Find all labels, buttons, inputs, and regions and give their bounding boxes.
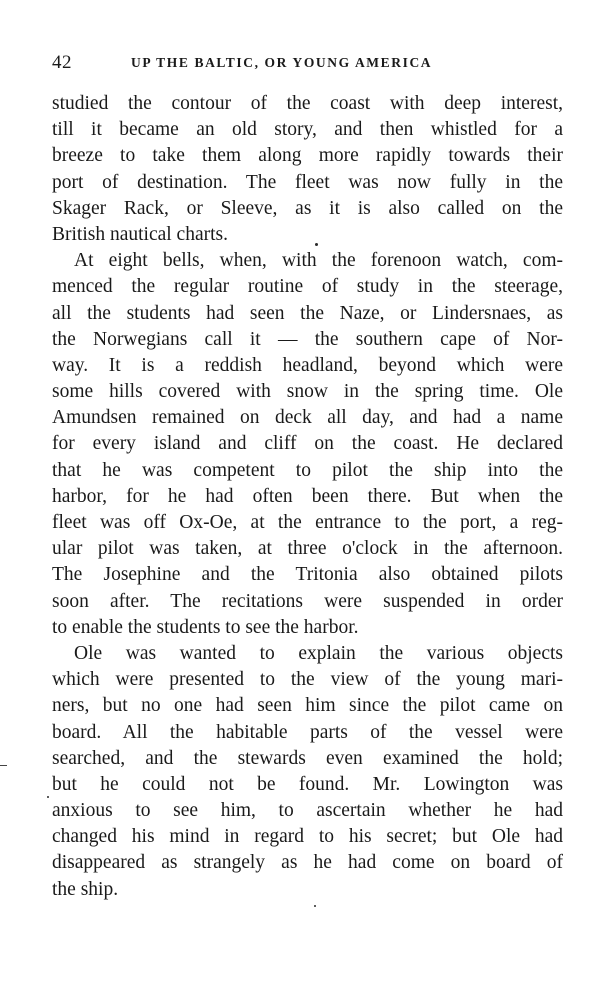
text-line: The Josephine and the Tritonia also obtained pilots [52, 564, 563, 586]
text-line: to enable the students to see the harbor. [52, 616, 359, 638]
text-line: Ole was wanted to explain the various objects [74, 642, 563, 664]
scan-speck [47, 796, 49, 798]
scan-mark [0, 765, 7, 766]
running-title: UP THE BALTIC, OR YOUNG AMERICA [131, 55, 433, 70]
text-line: but he could not be found. Mr. Lowington was [52, 773, 563, 795]
text-line: port of destination. The fleet was now fully in the [52, 171, 563, 193]
text-line: Skager Rack, or Sleeve, as it is also called on the [52, 197, 563, 219]
text-line: fleet was off Ox-Oe, at the entrance to the port, a reg- [52, 512, 563, 533]
text-line: for every island and cliff on the coast. He declared [52, 433, 563, 455]
text-line: Amundsen remained on deck all day, and had a name [52, 407, 563, 429]
page-number: 42 [52, 52, 72, 73]
paragraph-3 [52, 641, 563, 903]
text-line: some hills covered with snow in the spring time. Ole [52, 381, 563, 403]
paragraph-2 [52, 248, 563, 641]
text-line: British nautical charts. [52, 223, 228, 245]
text-line: disappeared as strangely as he had come on board of [52, 852, 563, 874]
text-line: soon after. The recitations were suspended in order [52, 590, 563, 612]
page-header [52, 52, 562, 76]
scan-speck [315, 243, 318, 246]
text-line: that he was competent to pilot the ship into the [52, 459, 563, 481]
scan-speck [314, 905, 316, 907]
text-line: changed his mind in regard to his secret; but Ole had [52, 826, 563, 848]
paragraph-1 [52, 91, 563, 248]
text-line: ners, but no one had seen him since the pilot came on [52, 695, 563, 717]
text-line: anxious to see him, to ascertain whether he had [52, 800, 563, 822]
body-text [52, 91, 563, 903]
text-line: board. All the habitable parts of the vessel were [52, 721, 563, 743]
text-line: the ship. [52, 878, 119, 900]
text-line: till it became an old story, and then whistled for a [52, 119, 563, 141]
text-line: ular pilot was taken, at three o'clock in the afternoon. [52, 538, 563, 560]
text-line: which were presented to the view of the young mari- [52, 669, 563, 691]
text-line: menced the regular routine of study in the steerage, [52, 276, 563, 298]
text-line: all the students had seen the Naze, or Lindersnaes, as [52, 302, 563, 324]
text-line: studied the contour of the coast with deep interest, [52, 93, 563, 114]
text-line: At eight bells, when, with the forenoon watch, com- [74, 250, 563, 272]
text-line: the Norwegians call it — the southern cape of Nor- [52, 328, 563, 350]
text-line: way. It is a reddish headland, beyond which were [52, 354, 563, 376]
text-line: harbor, for he had often been there. But when the [52, 485, 563, 507]
text-line: breeze to take them along more rapidly towards their [52, 145, 563, 167]
text-line: searched, and the stewards even examined the hold; [52, 747, 563, 769]
